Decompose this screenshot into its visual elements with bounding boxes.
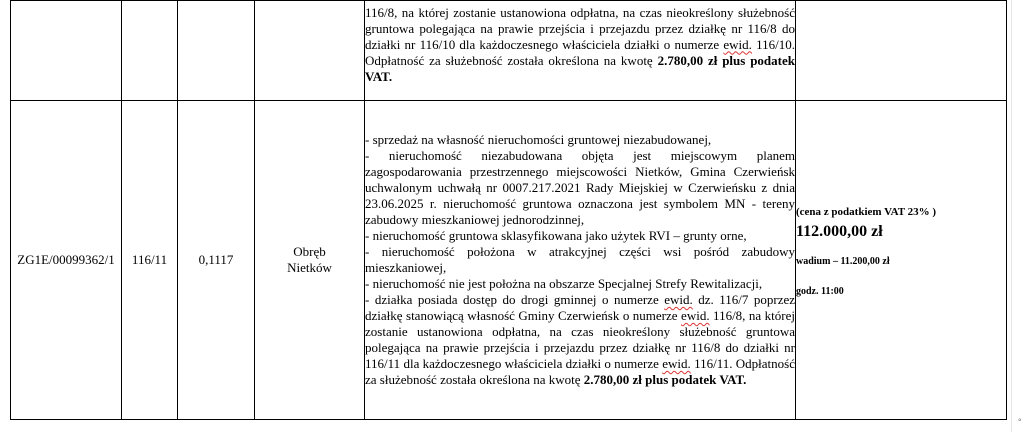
easement-fee: 2.780,00 zł plus podatek VAT. <box>583 372 747 387</box>
auction-table <box>10 0 1007 420</box>
description-text <box>365 132 795 388</box>
description-text: 116/8, na której zostanie ustanowiona odpłatna, na czas nieokreślony służebność gruntowa polegająca na prawie przejścia i przejazdu przez działkę nr 116/8 do działki nr 116/10 dla każdoczesnego właściciela działki o numerze ewid. 116/10. Odpłatność za służebność została określona na kwotę 2.780,00 zł plus podatek VAT. <box>365 4 795 84</box>
price-note: (cena z podatkiem VAT 23% ) <box>796 206 937 218</box>
description-cell <box>365 101 796 420</box>
location-line: Nietków <box>287 260 332 275</box>
description-bullet: - sprzedaż na własność nieruchomości gruntowej niezabudowanej, <box>365 132 712 147</box>
easement-fee: 2.780,00 zł plus podatek VAT. <box>365 52 795 84</box>
location-line: Obręb <box>293 244 326 259</box>
table-row <box>11 101 1007 420</box>
deposit-amount: wadium – 11.200,00 zł <box>796 256 890 267</box>
parcel-number-cell: 116/11 <box>122 101 178 420</box>
price-cell <box>796 1 1007 101</box>
auction-hour: godz. 11:00 <box>796 286 844 297</box>
description-bullet: - nieruchomość położona w atrakcyjnej części wsi pośród zabudowy mieszkaniowej, <box>365 244 795 275</box>
location-cell <box>255 101 365 420</box>
description-bullet: - nieruchomość niezabudowana objęta jest miejscowym planem zagospodarowania przestrzennego miejscowości Nietków, Gmina Czerwieńsk uchwalonym uchwałą nr 0007.217.2021 Rady Miejskiej w Czerwieńsku z dnia 23.06.2025 r. nieruchomość gruntowa oznaczona jest symbolem MN - tereny zabudowy mieszkaniowej jednorodzinnej, <box>365 148 795 227</box>
description-bullet: - nieruchomość nie jest położna na obszarze Specjalnej Strefy Rewitalizacji, <box>365 276 763 291</box>
land-register-cell <box>11 1 122 101</box>
area-cell <box>178 1 255 101</box>
area-cell: 0,1117 <box>178 101 255 420</box>
description-bullet: - działka posiada dostęp do drogi gminnej o numerze ewid. dz. 116/7 poprzez działkę stanowiącą własność Gminy Czerwieńsk o numerze ewid. 116/8, na której zostanie ustanowiona odpłatna, na czas nieokreślony służebność gruntowa polegająca na prawie przejścia i przejazdu przez działkę nr 116/8 do działki nr 116/11 dla każdoczesnego właściciela działki o numerze ewid. 116/11. Odpłatność za służebność została określona na kwotę 2.780,00 zł plus podatek VAT. <box>365 292 796 387</box>
corner-mark: ◦ <box>1018 415 1022 426</box>
parcel-number-cell <box>122 1 178 101</box>
location-cell <box>255 1 365 101</box>
table-row <box>11 1 1007 101</box>
description-cell <box>365 1 796 101</box>
price-amount: 112.000,00 zł <box>796 223 883 240</box>
land-register-cell: ZG1E/00099362/1 <box>11 101 122 420</box>
price-cell <box>796 101 1007 420</box>
description-bullet: - nieruchomość gruntowa sklasyfikowana jako użytek RVI – grunty orne, <box>365 228 747 243</box>
